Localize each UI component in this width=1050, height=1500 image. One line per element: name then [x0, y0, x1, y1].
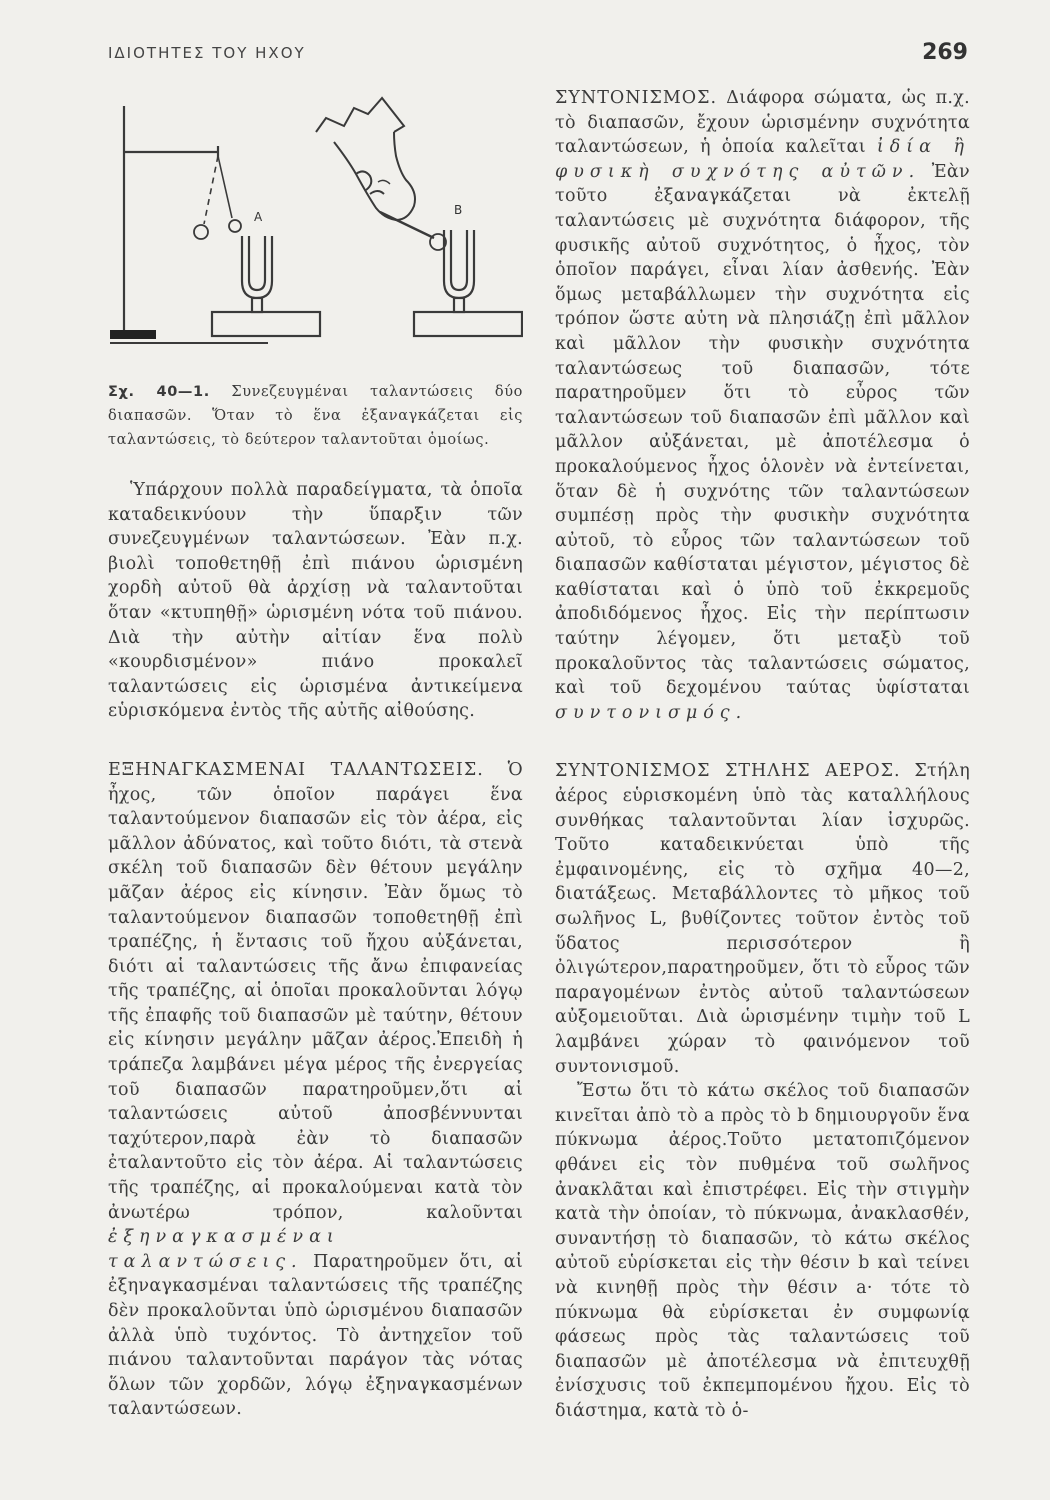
- forced-oscillations-term: ἐξηναγκασμέναι ταλαντώσεις.: [108, 1227, 340, 1272]
- figure-caption: [108, 380, 523, 452]
- air-column-heading: ΣΥΝΤΟΝΙΣΜΟΣ ΣΤΗΛΗΣ ΑΕΡΟΣ.: [555, 761, 901, 782]
- intro-paragraph: Ὑπάρχουν πολλὰ παραδείγματα, τὰ ὁποῖα καταδεικνύουν τὴν ὕπαρξιν τῶν συνεζευγμένων ταλαντώσεων. Ἐὰν π.χ. βιολὶ τοποθετηθῇ ἐπὶ πιάνου ὡρισμένη χορδὴ αὐτοῦ θὰ ἀρχίσῃ νὰ ταλαντοῦται ὅταν «κτυπηθῇ» ὡρισμένη νότα τοῦ πιάνου. Διὰ τὴν αὐτὴν αἰτίαν ἕνα πολὺ «κουρδισμένον» πιάνο προκαλεῖ ταλαντώσεις εἰς ὡρισμένα ἀντικείμενα εὑρισκόμενα ἐντὸς τῆς αὐτῆς αἰθούσης.: [108, 480, 523, 722]
- stand-base: [110, 330, 156, 339]
- figure-caption-label: Σχ. 40—1.: [108, 384, 210, 400]
- hand-with-striker: [316, 98, 446, 250]
- resonance-text-2: Ἐὰν τοῦτο ἐξαναγκάζεται νὰ ἐκτελῇ ταλαντώσεις μὲ συχνότητα διάφορον, τῆς φυσικῆς αὐτοῦ συχνότητος, ὁ ἦχος, τὸν ὁποῖον παράγει, εἶναι λίαν ἀσθενής. Ἐὰν ὅμως μεταβάλλωμεν τὴν συχνότητα εἰς τρόπον ὥστε αὐτη νὰ πλησιάζῃ ἐπὶ μᾶλλον καὶ μᾶλλον τὴν φυσικὴν συχνότητα ταλαντώσεως τοῦ διαπασῶν, τότε παρατηροῦμεν ὅτι τὸ εὖρος τῶν ταλαντώσεων τοῦ διαπασῶν ἐπὶ μᾶλλον καὶ μᾶλλον αὐξάνεται, μὲ ἀποτέλεσμα ὁ προκαλούμενος ἦχος ὁλονὲν νὰ ἐντείνεται, ὅταν δὲ ἡ συχνότης τῶν ταλαντώσεων συμπέσῃ πρὸς τὴν φυσικὴν συχνότητα αὐτοῦ, τὸ εὖρος τῶν ταλαντώσεων τοῦ διαπασῶν καθίσταται μέγιστον, μέγιστος δὲ καθίσταται καὶ ὁ ὑπὸ τοῦ ἐκκρεμοῦς ἀποδιδόμενος ἦχος. Εἰς τὴν περίπτωσιν ταύτην λέγομεν, ὅτι μεταξὺ τοῦ προκαλοῦντος τὰς ταλαντώσεις σώματος, καὶ τοῦ δεχομένου ταύτας ὑφίσταται: [555, 161, 970, 699]
- natural-frequency-term: ἰδία ἢ φυσικὴ συχνότης αὐτῶν.: [555, 137, 971, 182]
- final-paragraph: Ἔστω ὅτι τὸ κάτω σκέλος τοῦ διαπασῶν κινεῖται ἀπὸ τὸ a πρὸς τὸ b δημιουργοῦν ἕνα πύκνωμα ἀέρος.Τοῦτο μετατοπιζόμενον φθάνει εἰς τὸν πυθμένα τοῦ σωλῆνος ἀνακλᾶται καὶ ἐπιστρέφει. Εἰς τὴν στιγμὴν κατὰ τὴν ὁποίαν, τὸ πύκνωμα, ἀνακλασθέν, συναντήσῃ τὸ διαπασῶν, τὸ κάτω σκέλος αὐτοῦ εὑρίσκεται εἰς τὴν θέσιν b καὶ τείνει νὰ κινηθῇ πρὸς τὴν θέσιν a· τότε τὸ πύκνωμα θὰ εὑρίσκεται ἐν συμφωνίᾳ φάσεως πρὸς τὰς ταλαντώσεις τοῦ διαπασῶν μὲ ἀποτέλεσμα νὰ ἐπιτευχθῇ ἐνίσχυσις τοῦ ἐκπεμπομένου ἤχου. Εἰς τὸ διάστημα, κατὰ τὸ ὁ-: [555, 1081, 970, 1421]
- resonance-term: συντονισμός.: [555, 702, 748, 723]
- resonance-text-1: Διάφορα σώματα, ὡς π.χ. τὸ διαπασῶν, ἔχουν ὡρισμένην συχνότητα ταλαντώσεων, ἡ ὁποία καλεῖται: [555, 88, 970, 158]
- air-column-text: Στήλη ἀέρος εὑρισκομένη ὑπὸ τὰς καταλλήλους συνθήκας ταλαντοῦνται λίαν ἰσχυρῶς. Τοῦτο καταδεικνύεται ὑπὸ τῆς ἐμφαινομένης, εἰς τὸ σχῆμα 40—2, διατάξεως. Μεταβάλλοντες τὸ μῆκος τοῦ σωλῆνος L, βυθίζοντες τοῦτον ἐντὸς τοῦ ὕδατος περισσότερον ἢ ὀλιγώτερον,παρατηροῦμεν, ὅτι τὸ εὖρος τῶν παραγομένων ἐντὸς αὐτοῦ ταλαντώσεων αὐξομειοῦται. Διὰ ὡρισμένην τιμὴν τοῦ L λαμβάνει χώραν τὸ φαινόμενον τοῦ συντονισμοῦ.: [555, 761, 971, 1077]
- fork-label-b: B: [454, 203, 463, 217]
- air-column-paragraph: [555, 759, 970, 1079]
- forced-oscillations-text-1: Ὁ ἦχος, τῶν ὁποῖον παράγει ἕνα ταλαντούμενον διαπασῶν εἰς τὸν ἀέρα, εἰς μᾶλλον ἀδύνατος, καὶ τοῦτο διότι, τὰ στενὰ σκέλη τοῦ διαπασῶν δὲν θέτουν μεγάλην μᾶζαν ἀέρος εἰς κίνησιν. Ἐὰν ὅμως τὸ ταλαντούμενον διαπασῶν τοποθετηθῇ ἐπὶ τραπέζης, ἡ ἔντασις τοῦ ἤχου αὐξάνεται, διότι αἱ ταλαντώσεις τῆς ἄνω ἐπιφανείας τῆς τραπέζης, αἱ ὁποῖαι προκαλοῦνται λόγῳ τῆς ἐπαφῆς τοῦ διαπασῶν μὲ ταύτην, θέτουν εἰς κίνησιν μεγάλην μᾶζαν ἀέρος.Ἐπειδὴ ἡ τράπεζα λαμβάνει μέγα μέρος τῆς ἐνεργείας τοῦ διαπασῶν παρατηροῦμεν,ὅτι αἱ ταλαντώσεις αὐτοῦ ἀποσβέννυνται ταχύτερον,παρὰ ἐὰν τὸ διαπασῶν ἐταλαντοῦτο εἰς τὸν ἀέρα. Αἱ ταλαντώσεις τῆς τραπέζης, αἱ προκαλούμεναι κατὰ τὸν ἀνωτέρω τρόπον, καλοῦνται: [108, 759, 523, 1223]
- resonance-paragraph: [555, 86, 970, 725]
- forced-oscillations-heading: ΕΞΗΝΑΓΚΑΣΜΕΝΑΙ ΤΑΛΑΝΤΩΣΕΙΣ.: [108, 759, 484, 780]
- resonance-heading: ΣΥΝΤΟΝΙΣΜΟΣ.: [555, 88, 718, 108]
- figure-caption-text: Συνεζευγμέναι ταλαντώσεις δύο διαπασῶν. Ὅταν τὸ ἕνα ἐξαναγκάζεται εἰς ταλαντώσεις, τὸ δεύτερον ταλαντοῦται ὁμοίως.: [108, 384, 523, 448]
- running-title: ΙΔΙΟΤΗΤΕΣ ΤΟΥ ΗΧΟΥ: [108, 44, 306, 62]
- right-column: [555, 86, 970, 1423]
- stand-illustration: [124, 106, 241, 334]
- tuning-fork-a: [212, 236, 320, 336]
- left-column: [108, 86, 523, 1422]
- forced-oscillations-text-2: Παρατηροῦμεν ὅτι, αἱ ἐξηναγκασμέναι ταλαντώσεις τῆς τραπέζης δὲν προκαλοῦνται ὑπὸ ὡρισμένου διαπασῶν ἀλλὰ ὑπὸ τυχόντος. Τὸ ἀντηχεῖον τοῦ πιάνου ταλαντοῦνται παράγον τὰς νότας ὅλων τῶν χορδῶν, λόγῳ ἐξηναγκασμένων ταλαντώσεων.: [108, 1251, 523, 1420]
- page-number: 269: [922, 40, 968, 65]
- tuning-fork-figure: [108, 86, 523, 376]
- forced-oscillations-paragraph: [108, 758, 523, 1422]
- fork-label-a: A: [254, 210, 263, 224]
